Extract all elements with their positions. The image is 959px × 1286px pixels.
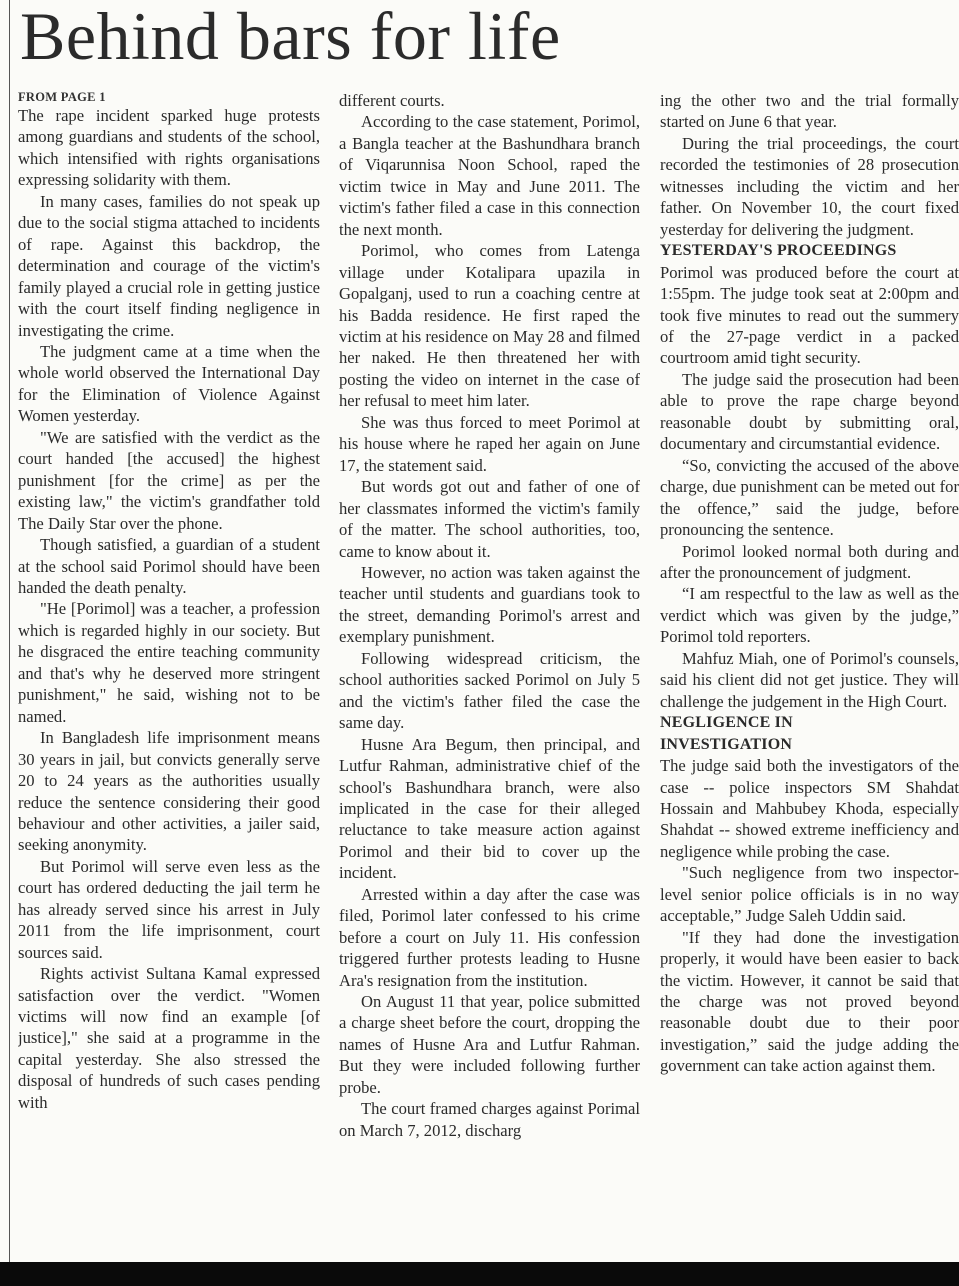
paragraph: ing the other two and the trial formally started on June 6 that year.: [660, 91, 959, 132]
paragraph: “So, convicting the accused of the above charge, due punishment can be meted out for the offence,” said the judge, before pronouncing the sentence.: [660, 455, 959, 540]
left-column-rule: [9, 0, 10, 1262]
paragraph: She was thus forced to meet Porimol at his house where he raped her again on June 17, the statement said.: [339, 412, 640, 475]
from-page-kicker: FROM PAGE 1: [18, 90, 106, 104]
paragraph: different courts.: [339, 91, 445, 110]
paragraph: The rape incident sparked huge protests among guardians and students of the school, which intensified with rights organisations expressing solidarity with them.: [18, 106, 320, 190]
paragraph: Porimol, who comes from Latenga village under Kotalipara upazila in Gopalganj, used to run a coaching centre at his Badda residence. He first raped the victim at his residence on May 28 and filmed her naked. He then threatened her with posting the video on internet in the case of her refusal to meet him later.: [339, 241, 640, 411]
paragraph: Porimol looked normal both during and after the pronouncement of judgment.: [660, 541, 959, 582]
subheading-yesterdays-proceedings: YESTERDAY'S PROCEEDINGS: [660, 242, 897, 260]
paragraph: On August 11 that year, police submitted a charge sheet before the court, dropping the names of Husne Ara and Lutfur Rahman. But they were included following further probe.: [339, 992, 640, 1097]
headline: Behind bars for life: [20, 0, 561, 74]
paragraph: Though satisfied, a guardian of a student at the school said Porimol should have been handed the death penalty.: [18, 535, 320, 597]
paragraph: "Such negligence from two inspector-level senior police officials is in no way acceptable,” Judge Saleh Uddin said.: [660, 863, 959, 926]
article-column-1: [18, 90, 320, 1262]
paragraph: During the trial proceedings, the court recorded the testimonies of 28 prosecution witnesses including the victim and her father. On November 10, the court fixed yesterday for delivering the judgment.: [660, 133, 959, 239]
paragraph: Rights activist Sultana Kamal expressed satisfaction over the verdict. "Women victims will now find an example [of justice]," she said at a programme in the capital yesterday. She also stressed the disposal of hundreds of such cases pending with: [18, 964, 320, 1112]
paragraph: The court framed charges against Porimal on March 7, 2012, discharg: [339, 1099, 640, 1140]
paragraph: "If they had done the investigation properly, it would have been easier to back the victim. However, it cannot be said that the charge was not proved beyond reasonable doubt due to their poor investigation,” said the judge adding the government can take action against them.: [660, 927, 959, 1076]
paragraph: According to the case statement, Porimol, a Bangla teacher at the Bashundhara branch of Viqarunnisa Noon School, raped the victim twice in May and June 2011. The victim's father filed a case in this connection the next month.: [339, 112, 640, 239]
paragraph: The judge said the prosecution had been able to prove the rape charge beyond reasonable doubt by submitting oral, documentary and circumstantial evidence.: [660, 369, 959, 454]
paragraph: The judgment came at a time when the whole world observed the International Day for the Elimination of Violence Against Women yesterday.: [18, 341, 320, 426]
paragraph: But Porimol will serve even less as the court has ordered deducting the jail term he has already served since his arrest in July 2011 from the life imprisonment, court sources said.: [18, 856, 320, 962]
paragraph: “I am respectful to the law as well as the verdict which was given by the judge,” Porimol told reporters.: [660, 584, 959, 647]
article-column-2: [339, 90, 640, 1262]
paragraph: Mahfuz Miah, one of Porimol's counsels, said his client did not get justice. They will challenge the judgement in the High Court.: [660, 648, 959, 711]
bottom-black-bar: [0, 1262, 959, 1286]
paragraph: In Bangladesh life imprisonment means 30 years in jail, but convicts generally serve 20 to 24 years as the authorities usually reduce the sentence considering their good behaviour and other activities, a jailer said, seeking anonymity.: [18, 728, 320, 855]
paragraph: Husne Ara Begum, then principal, and Lutfur Rahman, administrative chief of the school's Bashundhara branch, were also implicated in the case for their alleged reluctance to take measure action against Porimol and their bid to cover up the incident.: [339, 734, 640, 883]
paragraph: The judge said both the investigators of the case -- police inspectors SM Shahdat Hossain and Mahbubey Khoda, especially Shahdat -- showed extreme inefficiency and negligence while probing the case.: [660, 756, 959, 861]
paragraph: "We are satisfied with the verdict as the court handed [the accused] the highest punishment [for the crime] as per the existing law," the victim's grandfather told The Daily Star over the phone.: [18, 427, 320, 533]
paragraph: Following widespread criticism, the school authorities sacked Porimol on July 5 and the victim's father filed the case the same day.: [339, 648, 640, 733]
paragraph: "He [Porimol] was a teacher, a profession which is regarded highly in our society. But he disgraced the entire teaching community and that's why he deserved more stringent punishment," he said, wishing not to be named.: [18, 599, 320, 726]
paragraph: Arrested within a day after the case was filed, Porimol later confessed to his crime before a court on July 11. His confession triggered further protests leading to Husne Ara's resignation from the institution.: [339, 884, 640, 990]
subheading-negligence-line2: INVESTIGATION: [660, 735, 793, 753]
paragraph: Porimol was produced before the court at 1:55pm. The judge took seat at 2:00pm and took five minutes to read out the summery of the 27-page verdict in a packed courtroom amid tight security.: [660, 262, 959, 368]
paragraph: But words got out and father of one of her classmates informed the victim's family of the matter. The school authorities, too, came to know about it.: [339, 477, 640, 561]
paragraph: In many cases, families do not speak up due to the social stigma attached to incidents of rape. Against this backdrop, the determination and courage of the victim's family played a crucial role in getting justice with the court itself finding negligence in investigating the crime.: [18, 191, 320, 340]
article-column-3: [660, 90, 959, 1262]
subheading-negligence-line1: NEGLIGENCE IN: [660, 714, 793, 732]
paragraph: However, no action was taken against the teacher until students and guardians took to the street, demanding Porimol's arrest and exemplary punishment.: [339, 562, 640, 647]
